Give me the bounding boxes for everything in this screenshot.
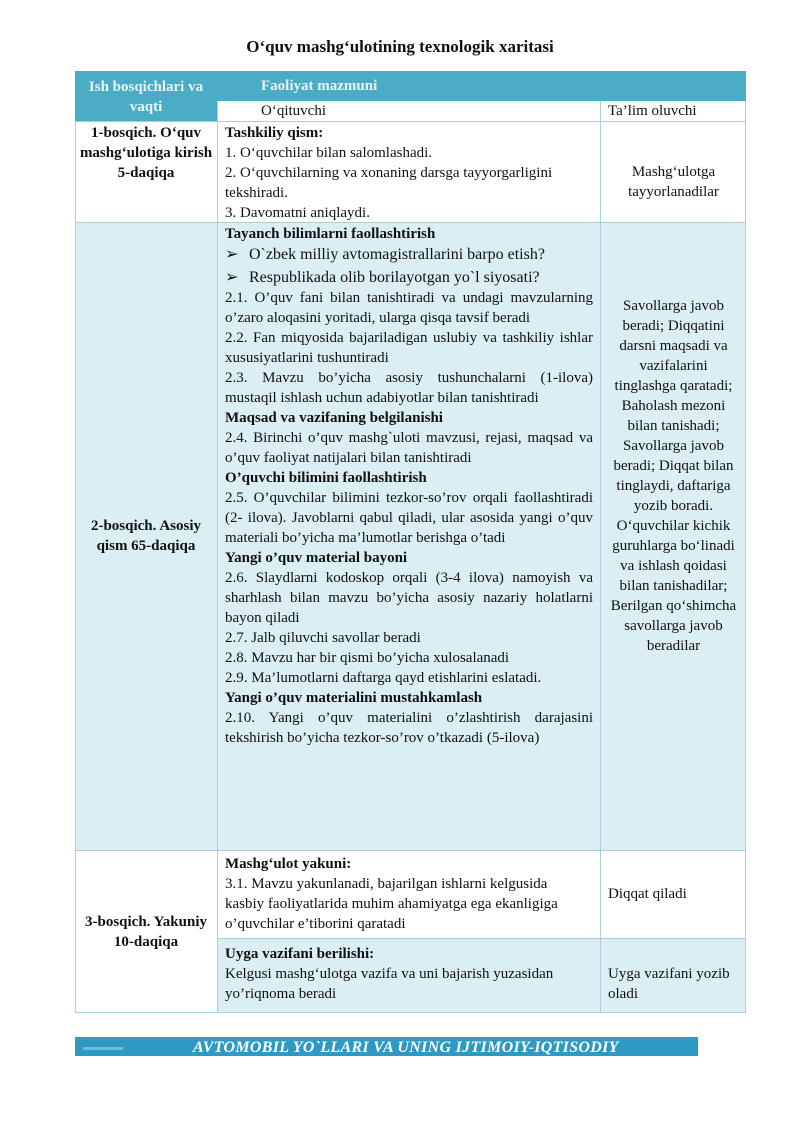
stage2-heading: Tayanch bilimlarni faollashtirish xyxy=(225,226,436,242)
stage2-heading: Yangi o’quv material bayoni xyxy=(225,550,408,566)
stage2-bullet: ➢ O`zbek milliy avtomagistrallarini barpo etish? xyxy=(225,246,545,263)
stage2-paragraph: 2.9. Ma’lumotlarni daftarga qayd etishlarini eslatadi. xyxy=(225,670,542,686)
stage3-homework-teacher xyxy=(218,938,600,1012)
table-border xyxy=(75,222,746,223)
stage1-student: Mashg‘ulotga tayyorlanadilar xyxy=(601,121,746,222)
stage3-summary-student: Diqqat qiladi xyxy=(601,850,746,938)
stage2-paragraph: 2.4. Birinchi o’quv mashg`uloti mavzusi, rejasi, maqsad va o’quv faoliyat natijalari bilan tanishtiradi xyxy=(225,430,593,466)
footer-banner-text: AVTOMOBIL YO`LLARI VA UNING IJTIMOIY-IQTISODIY xyxy=(193,1039,619,1056)
stage2-heading: Yangi o’quv materialini mustahkamlash xyxy=(225,690,483,706)
table-border xyxy=(217,938,746,939)
stage1-name: 1-bosqich. O‘quv mashg‘ulotiga kirish 5-daqiqa xyxy=(75,121,217,222)
stage2-paragraph: 2.7. Jalb qiluvchi savollar beradi xyxy=(225,630,421,646)
stage2-heading: Maqsad va vazifaning belgilanishi xyxy=(225,410,443,426)
table-border xyxy=(745,101,746,1012)
table-border xyxy=(600,101,601,1012)
table-border xyxy=(75,850,746,851)
header-teacher: O‘qituvchi xyxy=(218,101,600,121)
stage2-paragraph: 2.6. Slaydlarni kodoskop orqali (3-4 ilova) namoyish va sharhlash bilan mavzu bo’yicha asosiy nazariy holatlarni bayon qiladi xyxy=(225,570,593,626)
arrow-bullet-icon: ➢ xyxy=(225,246,239,263)
table-border xyxy=(75,1012,746,1013)
table-border xyxy=(75,121,76,1012)
stage1-heading: Tashkiliy qism: xyxy=(225,125,324,141)
stage2-paragraph: 2.2. Fan miqyosida bajariladigan uslubiy va tashkiliy ishlar xususiyatlarini tushuntiradi xyxy=(225,330,593,366)
stage2-paragraph: 2.8. Mavzu har bir qismi bo’yicha xulosalanadi xyxy=(225,650,510,666)
stage2-heading: O’quvchi bilimini faollashtirish xyxy=(225,470,427,486)
arrow-bullet-icon: ➢ xyxy=(225,269,239,286)
page-title: O‘quv mashg‘ulotining texnologik xaritasi xyxy=(246,37,554,56)
stage2-name: 2-bosqich. Asosiy qism 65-daqiqa xyxy=(75,222,217,850)
stage1-item: 1. O‘quvchilar bilan salomlashadi. xyxy=(225,145,433,161)
table-border xyxy=(75,121,746,122)
stage1-teacher xyxy=(218,121,600,222)
stage3-paragraph: Kelgusi mashg‘ulotga vazifa va uni bajarish yuzasidan yo’riqnoma beradi xyxy=(225,966,554,1002)
stage2-paragraph: 2.1. O’quv fani bilan tanishtiradi va undagi mavzularning o’zaro aloqasini yoritadi, ularga qisqa tavsif beradi xyxy=(225,290,593,326)
stage2-paragraph: 2.10. Yangi o’quv materialini o’zlashtirish darajasini tekshirish bo’yicha tezkor-so’rov o’tkazadi (5-ilova) xyxy=(225,710,593,746)
footer-banner xyxy=(75,1037,698,1056)
stage3-summary-teacher xyxy=(218,850,600,938)
table-border xyxy=(217,101,218,1012)
stage1-item: 3. Davomatni aniqlaydi. xyxy=(225,205,370,221)
stage2-teacher xyxy=(218,222,600,850)
stage2-paragraph: 2.5. O’quvchilar bilimini tezkor-so’rov orqali faollashtiradi (2- ilova). Javoblarni qabul qiladi, ular asosida yangi o’quv materiali bo’yicha ma’lumotlar berishga o’tadi xyxy=(225,490,593,546)
stage2-paragraph: 2.3. Mavzu bo’yicha asosiy tushunchalarni (1-ilova) mustaqil ishlash uchun adabiyotlar bilan tanishtiradi xyxy=(225,370,593,406)
stage3-homework-student: Uyga vazifani yozib oladi xyxy=(601,938,746,1012)
header-activity-content: Faoliyat mazmuni xyxy=(217,71,746,101)
stage2-student: Savollarga javob beradi; Diqqatini darsni maqsadi va vazifalarini tinglashga qaratadi; Baholash mezoni bilan tanishadi; Savollarga javob beradi; Diqqat bilan tinglaydi, daftariga yozib boradi. O‘quvchilar kichik guruhlarga bo‘linadi va ishlash qoidasi bilan tanishadilar; Berilgan qo‘shimcha savollarga javob beradilar xyxy=(601,222,746,850)
stage3-heading: Uyga vazifani berilishi: xyxy=(225,946,375,962)
stage3-name: 3-bosqich. Yakuniy 10-daqiqa xyxy=(75,850,217,1012)
banner-decoration xyxy=(83,1047,123,1050)
stage2-bullet: ➢ Respublikada olib borilayotgan yo`l siyosati? xyxy=(225,269,540,286)
stage1-item: 2. O‘quvchilarning va xonaning darsga tayyorgarligini tekshiradi. xyxy=(225,165,553,201)
stage3-paragraph: 3.1. Mavzu yakunlanadi, bajarilgan ishlarni kelgusida kasbiy faoliyatlarida muhim ahamiyatga ega ekanligiga o’quvchilar e’tiborini qaratadi xyxy=(225,876,558,932)
header-stages-time: Ish bosqichlari va vaqti xyxy=(75,71,217,121)
stage3-heading: Mashg‘ulot yakuni: xyxy=(225,856,352,872)
header-student: Ta’lim oluvchi xyxy=(601,101,746,121)
